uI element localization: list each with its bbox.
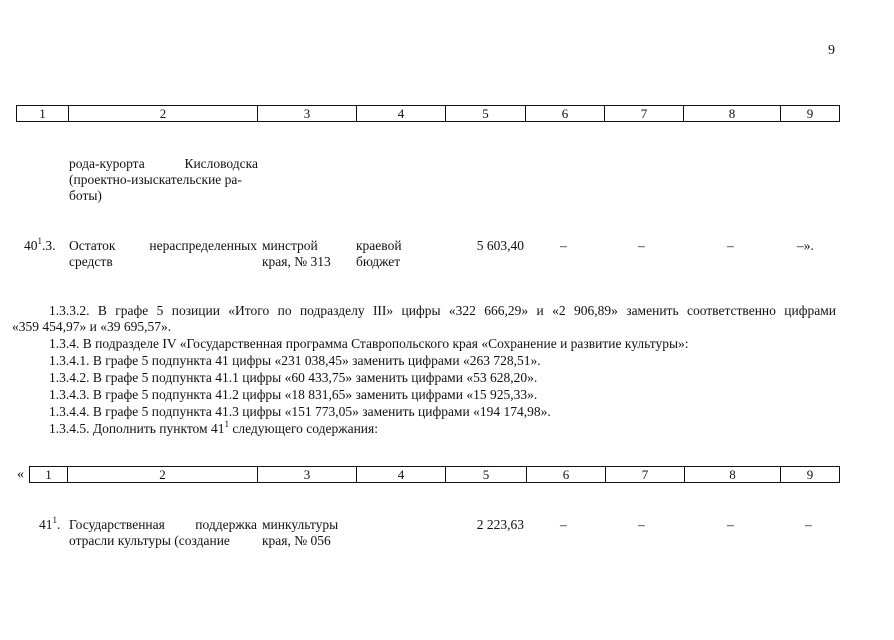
row-col8-value: – xyxy=(727,238,734,253)
opening-quote: « xyxy=(17,467,24,482)
row-col8-value: – xyxy=(727,517,734,532)
row-name: Остаток нераспределенных средств xyxy=(69,238,257,269)
column-number-2: 2 xyxy=(68,467,258,483)
row-col5-value: 2 223,63 xyxy=(476,517,524,532)
paragraph-1-3-4-4: 1.3.4.4. В графе 5 подпункта 41.3 цифры «151 773,05» заменить цифрами «194 174,98». xyxy=(49,404,551,419)
column-number-5: 5 xyxy=(446,106,526,122)
row-name: Государственная поддержка отрасли культуры (создание xyxy=(69,517,257,548)
column-number-9: 9 xyxy=(781,106,840,122)
paragraph-1-3-4-3: 1.3.4.3. В графе 5 подпункта 41.2 цифры «18 831,65» заменить цифрами «15 925,33». xyxy=(49,387,538,402)
table-header-row xyxy=(16,105,840,122)
column-number-2: 2 xyxy=(69,106,258,122)
page-number: 9 xyxy=(828,43,835,58)
column-number-4: 4 xyxy=(357,106,446,122)
column-number-6: 6 xyxy=(526,106,605,122)
column-number-5: 5 xyxy=(446,467,527,483)
row-administrator: минстрой края, № 313 xyxy=(262,238,331,269)
row-col5-value: 5 603,40 xyxy=(476,238,524,253)
row-col7-value: – xyxy=(638,517,645,532)
continued-row-text: боты) xyxy=(69,188,102,203)
row-funding-source: краевой бюджет xyxy=(356,238,402,269)
row-administrator: минкультуры края, № 056 xyxy=(262,517,339,548)
table-header-row xyxy=(29,466,840,483)
paragraph-1-3-4-2: 1.3.4.2. В графе 5 подпункта 41.1 цифры «60 433,75» заменить цифрами «53 628,20». xyxy=(49,370,538,385)
column-number-1: 1 xyxy=(30,467,68,483)
row-number: $40^1.3$. xyxy=(24,236,56,253)
column-number-8: 8 xyxy=(684,106,781,122)
row-number: $41^1$. xyxy=(39,515,61,532)
row-col9-value: – xyxy=(805,517,812,532)
column-number-1: 1 xyxy=(17,106,69,122)
continued-row-name xyxy=(69,156,258,204)
column-number-3: 3 xyxy=(258,467,357,483)
column-number-3: 3 xyxy=(258,106,357,122)
paragraph-1-3-4: 1.3.4. В подразделе IV «Государственная программа Ставропольского края «Сохранение и развитие культуры»: xyxy=(49,336,689,351)
column-number-6: 6 xyxy=(527,467,606,483)
paragraph-1-3-3-2-continued: «359 454,97» и «39 695,57». xyxy=(12,319,172,334)
column-number-9: 9 xyxy=(781,467,840,483)
column-number-7: 7 xyxy=(606,467,685,483)
continued-row-text: рода-курорта xyxy=(69,156,145,171)
row-col7-value: – xyxy=(638,238,645,253)
paragraph-1-3-4-1: 1.3.4.1. В графе 5 подпункта 41 цифры «231 038,45» заменить цифрами «263 728,51». xyxy=(49,353,541,368)
column-number-4: 4 xyxy=(357,467,446,483)
paragraph-1-3-3-2: 1.3.3.2. В графе 5 позиции «Итого по подразделу III» цифры «322 666,29» и «2 906,89» заменить соответственно цифрами xyxy=(49,303,836,318)
paragraph-1-3-4-5: 1.3.4.5. Дополнить пунктом $41^1$ следующего содержания: xyxy=(49,419,378,436)
row-col6-value: – xyxy=(560,517,567,532)
column-number-7: 7 xyxy=(605,106,684,122)
continued-row-text: (проектно-изыскательские ра- xyxy=(69,172,242,187)
column-number-8: 8 xyxy=(685,467,781,483)
row-col9-value: –». xyxy=(797,238,814,253)
continued-row-text: Кисловодска xyxy=(184,156,258,171)
row-col6-value: – xyxy=(560,238,567,253)
